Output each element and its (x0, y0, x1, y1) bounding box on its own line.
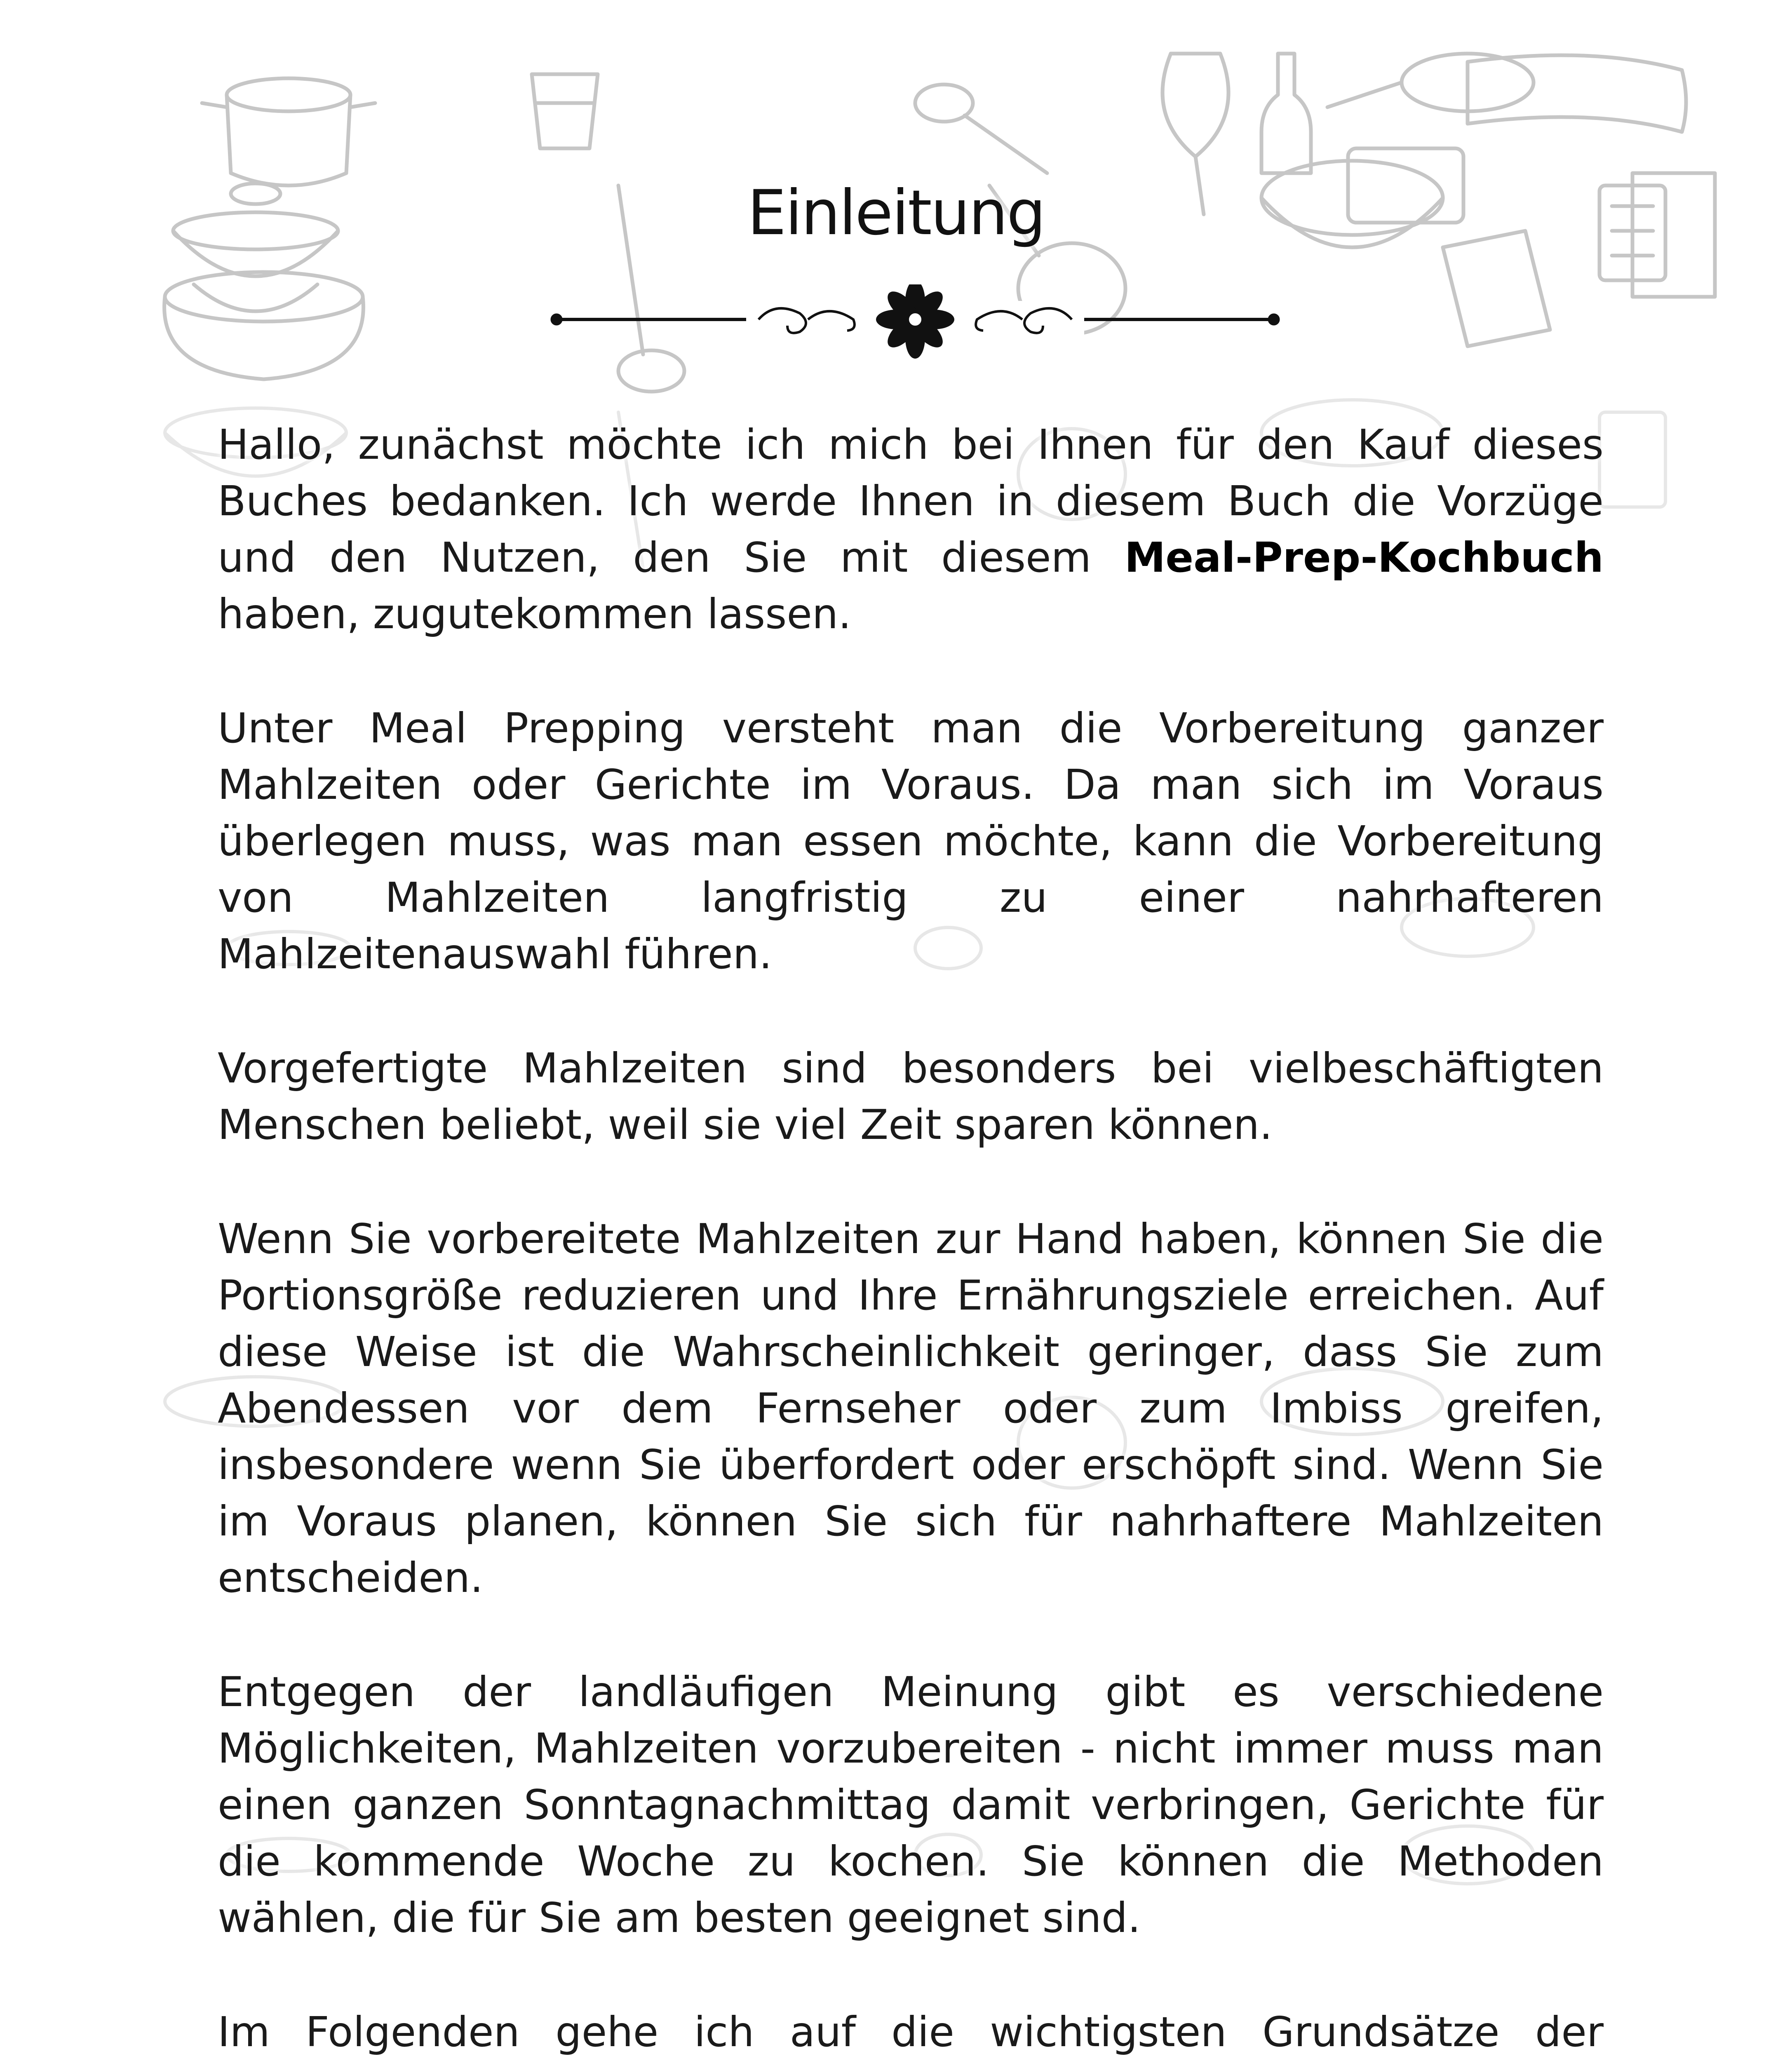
paragraph-5: Entgegen der landläufigen Meinung gibt es verschiedene Möglichkeiten, Mahlzeiten vorzubereiten - nicht immer muss man einen ganzen Sonntagnachmittag damit verbringen, Gerichte für die kommende Woche zu kochen. Sie können die Methoden wählen, die für Sie am besten geeignet sind. (218, 1668, 1604, 1942)
frying-pan-icon (1327, 54, 1534, 111)
paragraph-1: Hallo, zunächst möchte ich mich bei Ihnen für den Kauf dieses Buches bedanken. Ich werde Ihnen in diesem Buch die Vorzüge und den Nutzen, den Sie mit diesem Meal-Prep-Kochbuch haben, zugutekommen lassen. (218, 420, 1604, 638)
paragraph-2: Unter Meal Prepping versteht man die Vorbereitung ganzer Mahlzeiten oder Gerichte im Voraus. Da man sich im Voraus überlegen muss, was man essen möchte, kann die Vorbereitung von Mahlzeiten langfristig zu einer nahrhafteren Mahlzeitenauswahl führen. (218, 704, 1604, 978)
glass-icon (532, 74, 598, 148)
chapter-body (218, 416, 1604, 2061)
cooking-pot-icon (164, 272, 364, 379)
paragraph-4: Wenn Sie vorbereitete Mahlzeiten zur Hand haben, können Sie die Portionsgröße reduzieren und Ihre Ernährungsziele erreichen. Auf diese Weise ist die Wahrscheinlichkeit geringer, dass Sie zum Abendessen vor dem Fernseher oder zum Imbiss greifen, insbesondere wenn Sie überfordert oder erschöpft sind. Wenn Sie im Voraus planen, können Sie sich für nahrhaftere Mahlzeiten entscheiden. (218, 1215, 1604, 1602)
chapter-title: Einleitung (747, 177, 1045, 249)
belt-pan-icon (1468, 55, 1686, 132)
pot-icon (202, 78, 375, 185)
paragraph-6: Im Folgenden gehe ich auf die wichtigsten Grundsätze der (218, 2008, 1604, 2056)
spoon-icon (915, 85, 1047, 173)
bottle-icon (1261, 54, 1311, 173)
flower-divider-icon (544, 284, 1286, 371)
book-title-bold: Meal-Prep-Kochbuch (1124, 533, 1604, 582)
paragraph-3: Vorgefertigte Mahlzeiten sind besonders bei vielbeschäftigten Menschen beliebt, weil sie viel Zeit sparen können. (218, 1044, 1604, 1149)
